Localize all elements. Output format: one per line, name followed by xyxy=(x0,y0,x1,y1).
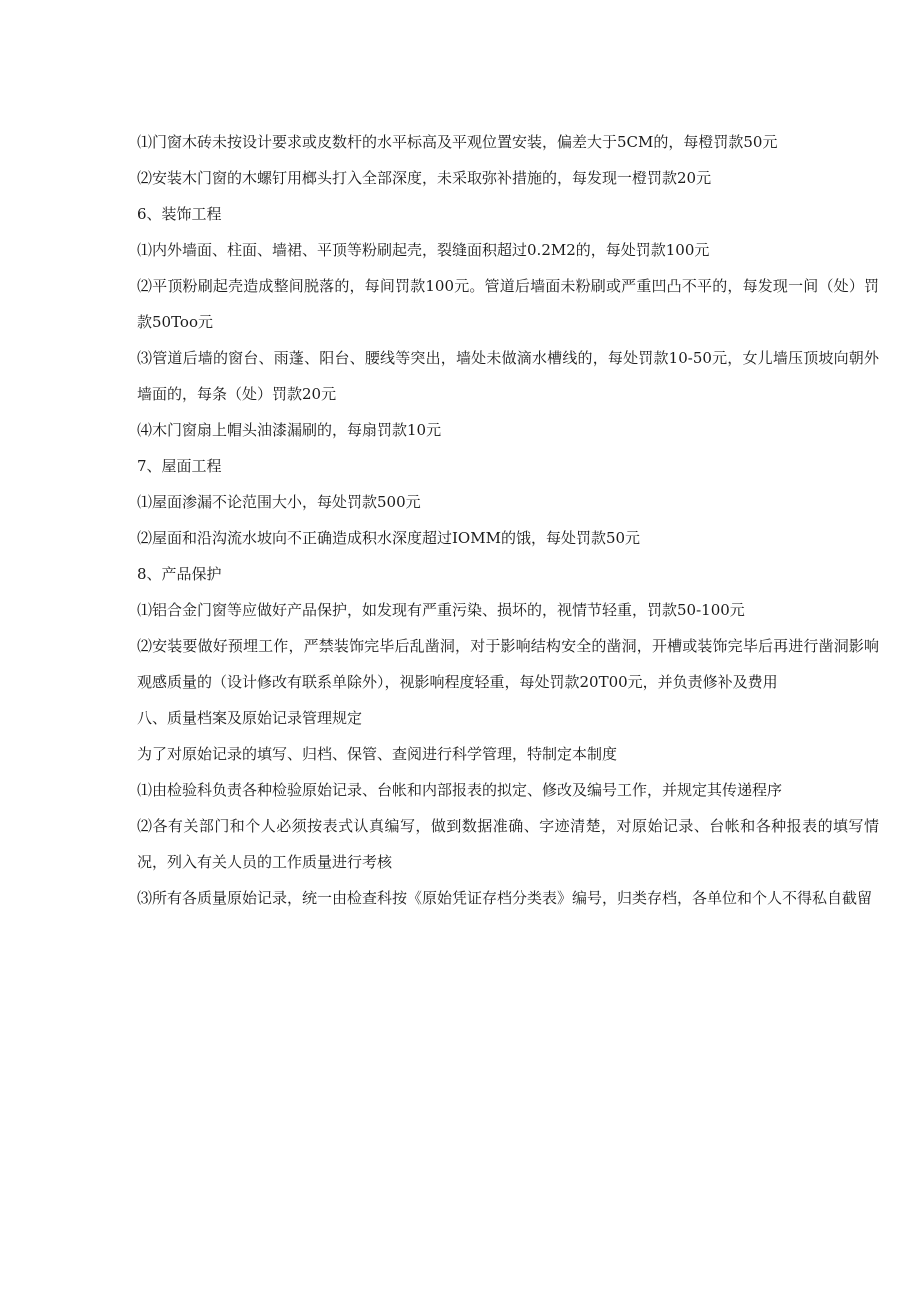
section-heading-roof: 7、屋面工程 xyxy=(137,457,222,475)
paragraph-door-screw: ⑵安装木门窗的木螺钉用榔头打入全部深度，未采取弥补措施的，每发现一橙罚款20元 xyxy=(137,169,712,187)
paragraph-door-wood-brick: ⑴门窗木砖未按设计要求或皮数杆的水平标高及平观位置安装，偏差大于5CM的，每橙罚款50元 xyxy=(137,133,778,151)
paragraph-embedded-work: ⑵安装要做好预埋工作，严禁装饰完毕后乱凿洞，对于影响结构安全的凿洞，开槽或装饰完毕后再进行凿洞影响观感质量的（设计修改有联系单除外），视影响程度轻重，每处罚款20T00元，并负责修补及费用 xyxy=(137,637,879,691)
paragraph-roof-leak: ⑴屋面渗漏不论范围大小，每处罚款500元 xyxy=(137,493,421,511)
paragraph-roof-drainage: ⑵屋面和沿沟流水坡向不正确造成积水深度超过IOMM的饿，每处罚款50元 xyxy=(137,529,641,547)
section-heading-protection: 8、产品保护 xyxy=(137,565,222,583)
paragraph-drip-groove: ⑶管道后墙的窗台、雨蓬、阳台、腰线等突出，墙处未做滴水槽线的，每处罚款10-50元，女儿墙压顶坡向朝外墙面的，每条（处）罚款20元 xyxy=(137,349,879,403)
paragraph-archives-item-2: ⑵各有关部门和个人必须按表式认真编写，做到数据准确、字迹清楚，对原始记录、台帐和各种报表的填写情况，列入有关人员的工作质量进行考核 xyxy=(137,817,879,871)
paragraph-archives-item-1: ⑴由检验科负责各种检验原始记录、台帐和内部报表的拟定、修改及编号工作，并规定其传递程序 xyxy=(137,781,783,799)
section-heading-archives: 八、质量档案及原始记录管理规定 xyxy=(137,709,363,727)
paragraph-archives-item-3: ⑶所有各质量原始记录，统一由检查科按《原始凭证存档分类表》编号，归类存档，各单位和个人不得私自截留 xyxy=(137,889,873,907)
document-body xyxy=(137,124,879,916)
paragraph-plaster-crack: ⑴内外墙面、柱面、墙裙、平顶等粉刷起壳，裂缝面积超过0.2M2的，每处罚款100元 xyxy=(137,241,710,259)
paragraph-door-paint: ⑷木门窗扇上帽头油漆漏刷的，每扇罚款10元 xyxy=(137,421,442,439)
paragraph-ceiling-plaster: ⑵平顶粉刷起壳造成整间脱落的，每间罚款100元。管道后墙面未粉刷或严重凹凸不平的，每发现一间（处）罚款50Too元 xyxy=(137,277,879,331)
section-heading-decoration: 6、装饰工程 xyxy=(137,205,222,223)
paragraph-archives-intro: 为了对原始记录的填写、归档、保管、查阅进行科学管理，特制定本制度 xyxy=(137,745,618,763)
paragraph-aluminum-windows: ⑴铝合金门窗等应做好产品保护，如发现有严重污染、损坏的，视情节轻重，罚款50-100元 xyxy=(137,601,745,619)
